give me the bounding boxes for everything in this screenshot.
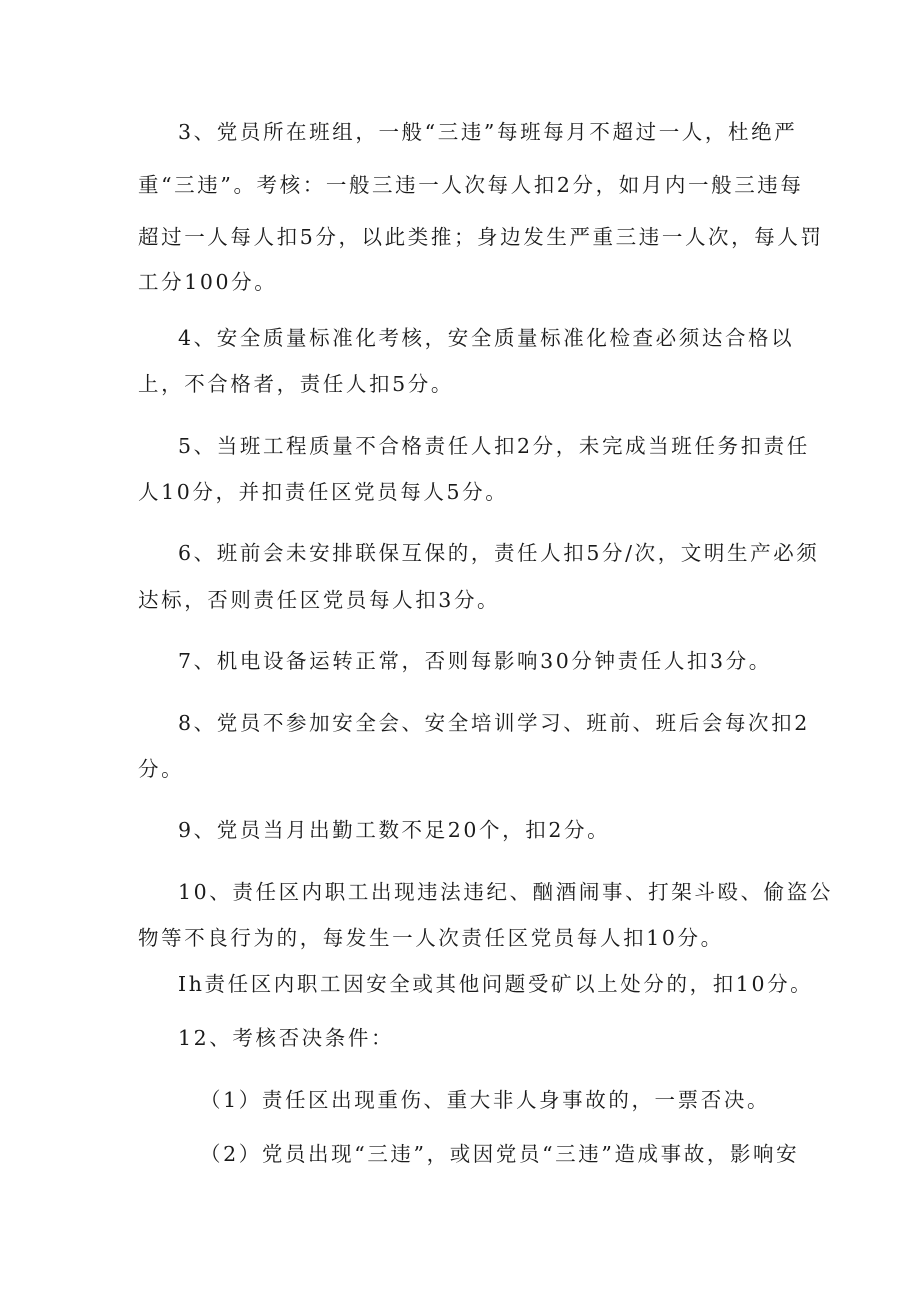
item-3-line-3: 超过一人每人扣5分，以此类推；身边发生严重三违一人次，每人罚	[138, 225, 824, 249]
item-6-line-1: 6、班前会未安排联保互保的，责任人扣5分/次，文明生产必须	[178, 541, 820, 565]
item-8-line-2: 分。	[138, 757, 185, 781]
item-4-line-1: 4、安全质量标准化考核，安全质量标准化检查必须达合格以	[178, 326, 795, 350]
item-3-line-2: 重“三违”。考核：一般三违一人次每人扣2分，如月内一般三违每	[138, 173, 804, 197]
item-10-line-2: 物等不良行为的，每发生一人次责任区党员每人扣10分。	[138, 926, 724, 950]
item-4-line-2: 上，不合格者，责任人扣5分。	[138, 372, 454, 396]
item-12-sub-2: （2）党员出现“三违”，或因党员“三违”造成事故，影响安	[200, 1142, 800, 1166]
item-5-line-2: 人10分，并扣责任区党员每人5分。	[138, 480, 509, 504]
item-6-line-2: 达标，否则责任区党员每人扣3分。	[138, 588, 501, 612]
item-8-line-1: 8、党员不参加安全会、安全培训学习、班前、班后会每次扣2	[178, 711, 810, 735]
item-3-line-1: 3、党员所在班组，一般“三违”每班每月不超过一人，杜绝严	[178, 120, 798, 144]
item-3-line-4: 工分100分。	[138, 270, 278, 294]
item-11-line-1: Ih责任区内职工因安全或其他问题受矿以上处分的，扣10分。	[178, 972, 814, 996]
item-12-sub-1: （1）责任区出现重伤、重大非人身事故的，一票否决。	[200, 1088, 771, 1112]
item-12-heading: 12、考核否决条件：	[178, 1026, 395, 1050]
item-7-line-1: 7、机电设备运转正常，否则每影响30分钟责任人扣3分。	[178, 649, 772, 673]
item-9-line-1: 9、党员当月出勤工数不足20个，扣2分。	[178, 818, 611, 842]
item-5-line-1: 5、当班工程质量不合格责任人扣2分，未完成当班任务扣责任	[178, 434, 810, 458]
item-10-line-1: 10、责任区内职工出现违法违纪、酗酒闹事、打架斗殴、偷盗公	[178, 880, 833, 904]
